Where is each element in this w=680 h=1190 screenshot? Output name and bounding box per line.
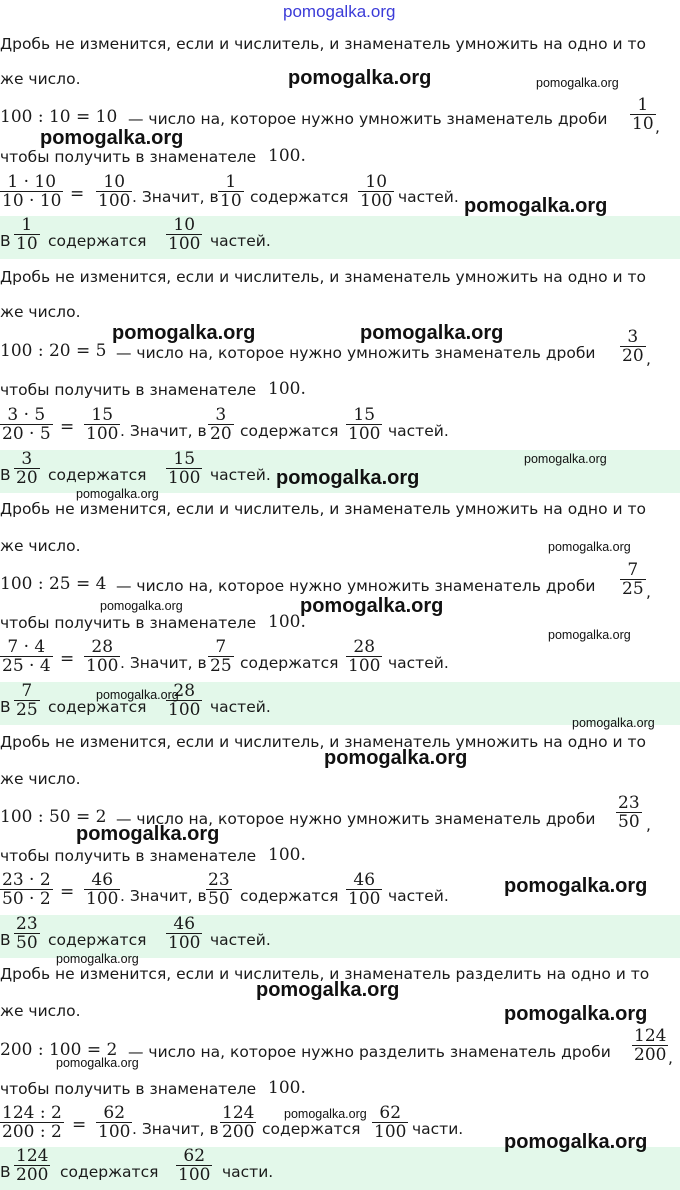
tail-text: чтобы получить в знаменателе [0, 847, 257, 865]
comma: , [668, 1049, 673, 1067]
watermark: pomogalka.org [56, 952, 139, 966]
fraction: $\frac{1}{10}$ [220, 172, 242, 211]
result-fraction: $\frac{28}{100}$ [348, 637, 381, 676]
result-fraction: $\frac{28}{100}$ [168, 681, 201, 720]
result-fraction: $\frac{15}{100}$ [86, 405, 119, 444]
watermark: pomogalka.org [464, 195, 608, 217]
fraction: $\frac{23}{50}$ [16, 914, 38, 953]
watermark: pomogalka.org [76, 823, 220, 845]
result-fraction: $\frac{46}{100}$ [168, 914, 201, 953]
rule-line-1: Дробь не изменится, если и числитель, и знаменатель умножить на одно и то [0, 733, 646, 751]
answer-in-word: В [0, 698, 11, 716]
fraction: $\frac{7}{25}$ [16, 681, 38, 720]
calc-fraction: $\frac{23 \cdot 2}{50 \cdot 2}$ [2, 870, 51, 909]
equals-sign: = [72, 1115, 87, 1135]
rule-line-2: же число. [0, 770, 81, 788]
answer-in-word: В [0, 1163, 11, 1181]
therefore-text: . Значит, в [132, 188, 219, 206]
tail-text: чтобы получить в знаменателе [0, 614, 257, 632]
rule-line-2: же число. [0, 70, 81, 88]
watermark: pomogalka.org [572, 716, 655, 730]
rule-line-1: Дробь не изменится, если и числитель, и знаменатель умножить на одно и то [0, 268, 646, 286]
explanation-text: — число на, которое нужно умножить знаменатель дроби [128, 110, 608, 128]
rule-line-1: Дробь не изменится, если и числитель, и знаменатель разделить на одно и то [0, 965, 650, 983]
contains-text: содержатся [240, 887, 339, 905]
watermark: pomogalka.org [524, 452, 607, 466]
unit-word: частей. [388, 654, 449, 672]
watermark: pomogalka.org [300, 595, 444, 617]
watermark: pomogalka.org [112, 322, 256, 344]
result-fraction: $\frac{10}{100}$ [98, 172, 131, 211]
fraction: $\frac{23}{50}$ [618, 793, 640, 832]
fraction: $\frac{7}{25}$ [622, 560, 644, 599]
fraction: $\frac{23}{50}$ [208, 870, 230, 909]
watermark: pomogalka.org [284, 1107, 367, 1121]
tail-text: чтобы получить в знаменателе [0, 148, 257, 166]
tail-text: чтобы получить в знаменателе [0, 381, 257, 399]
result-fraction: $\frac{10}{100}$ [360, 172, 393, 211]
answer-in-word: В [0, 232, 11, 250]
fraction: $\frac{7}{25}$ [210, 637, 232, 676]
equals-sign: = [60, 417, 75, 437]
unit-word: частей. [388, 887, 449, 905]
watermark: pomogalka.org [548, 540, 631, 554]
fraction: $\frac{3}{20}$ [16, 449, 38, 488]
contains-text: содержатся [48, 698, 147, 716]
division-equation: 100 : 20 = 5 [0, 341, 107, 361]
target-denominator: 100. [268, 845, 306, 865]
contains-text: содержатся [262, 1120, 361, 1138]
result-fraction: $\frac{62}{100}$ [98, 1103, 131, 1142]
watermark: pomogalka.org [360, 322, 504, 344]
equals-sign: = [60, 649, 75, 669]
contains-text: содержатся [240, 422, 339, 440]
result-fraction: $\frac{10}{100}$ [168, 215, 201, 254]
result-fraction: $\frac{46}{100}$ [86, 870, 119, 909]
comma: , [646, 583, 651, 601]
result-fraction: $\frac{28}{100}$ [86, 637, 119, 676]
fraction: $\frac{124}{200}$ [222, 1103, 255, 1142]
unit-word: частей. [388, 422, 449, 440]
target-denominator: 100. [268, 146, 306, 166]
watermark-top: pomogalka.org [283, 2, 396, 21]
fraction: $\frac{124}{200}$ [634, 1026, 667, 1065]
contains-text: содержатся [48, 232, 147, 250]
unit-word: частей. [398, 188, 459, 206]
rule-line-2: же число. [0, 303, 81, 321]
unit-word: частей. [210, 698, 271, 716]
unit-word: части. [412, 1120, 464, 1138]
result-fraction: $\frac{62}{100}$ [178, 1146, 211, 1185]
rule-line-1: Дробь не изменится, если и числитель, и знаменатель умножить на одно и то [0, 500, 646, 518]
target-denominator: 100. [268, 379, 306, 399]
watermark: pomogalka.org [56, 1056, 139, 1070]
watermark: pomogalka.org [96, 688, 179, 702]
rule-line-2: же число. [0, 537, 81, 555]
contains-text: содержатся [48, 466, 147, 484]
comma: , [655, 118, 660, 136]
equals-sign: = [70, 184, 85, 204]
contains-text: содержатся [250, 188, 349, 206]
result-fraction: $\frac{15}{100}$ [168, 449, 201, 488]
calc-fraction: $\frac{7 \cdot 4}{25 \cdot 4}$ [2, 637, 51, 676]
target-denominator: 100. [268, 1078, 306, 1098]
rule-line-1: Дробь не изменится, если и числитель, и знаменатель умножить на одно и то [0, 35, 646, 53]
rule-line-2: же число. [0, 1002, 81, 1020]
watermark: pomogalka.org [504, 1131, 648, 1153]
therefore-text: . Значит, в [120, 654, 207, 672]
watermark: pomogalka.org [324, 747, 468, 769]
comma: , [646, 816, 651, 834]
unit-word: частей. [210, 931, 271, 949]
answer-in-word: В [0, 931, 11, 949]
explanation-text: — число на, которое нужно разделить знаменатель дроби [128, 1043, 611, 1061]
calc-fraction: $\frac{1 \cdot 10}{10 \cdot 10}$ [2, 172, 62, 211]
fraction: $\frac{3}{20}$ [210, 405, 232, 444]
watermark: pomogalka.org [548, 628, 631, 642]
contains-text: содержатся [48, 931, 147, 949]
watermark: pomogalka.org [536, 76, 619, 90]
calc-fraction: $\frac{124 : 2}{200 : 2}$ [2, 1103, 62, 1142]
division-equation: 200 : 100 = 2 [0, 1040, 118, 1060]
division-equation: 100 : 25 = 4 [0, 574, 107, 594]
unit-word: частей. [210, 466, 271, 484]
tail-text: чтобы получить в знаменателе [0, 1080, 257, 1098]
answer-in-word: В [0, 466, 11, 484]
division-equation: 100 : 10 = 10 [0, 107, 118, 127]
result-fraction: $\frac{15}{100}$ [348, 405, 381, 444]
comma: , [646, 350, 651, 368]
fraction: $\frac{3}{20}$ [622, 327, 644, 366]
division-equation: 100 : 50 = 2 [0, 807, 107, 827]
therefore-text: . Значит, в [120, 887, 207, 905]
contains-text: содержатся [60, 1163, 159, 1181]
watermark: pomogalka.org [40, 127, 184, 149]
result-fraction: $\frac{46}{100}$ [348, 870, 381, 909]
unit-word: части. [222, 1163, 274, 1181]
watermark: pomogalka.org [504, 875, 648, 897]
explanation-text: — число на, которое нужно умножить знаменатель дроби [116, 810, 596, 828]
contains-text: содержатся [240, 654, 339, 672]
explanation-text: — число на, которое нужно умножить знаменатель дроби [116, 344, 596, 362]
watermark: pomogalka.org [504, 1003, 648, 1025]
explanation-text: — число на, которое нужно умножить знаменатель дроби [116, 577, 596, 595]
watermark: pomogalka.org [256, 979, 400, 1001]
equals-sign: = [60, 882, 75, 902]
watermark: pomogalka.org [288, 67, 432, 89]
result-fraction: $\frac{62}{100}$ [374, 1103, 407, 1142]
therefore-text: . Значит, в [120, 422, 207, 440]
fraction: $\frac{1}{10}$ [16, 215, 38, 254]
watermark: pomogalka.org [76, 487, 159, 501]
watermark: pomogalka.org [276, 467, 420, 489]
fraction: $\frac{124}{200}$ [16, 1146, 49, 1185]
target-denominator: 100. [268, 612, 306, 632]
calc-fraction: $\frac{3 \cdot 5}{20 \cdot 5}$ [2, 405, 51, 444]
watermark: pomogalka.org [100, 599, 183, 613]
unit-word: частей. [210, 232, 271, 250]
therefore-text: . Значит, в [132, 1120, 219, 1138]
fraction: $\frac{1}{10}$ [632, 95, 654, 134]
